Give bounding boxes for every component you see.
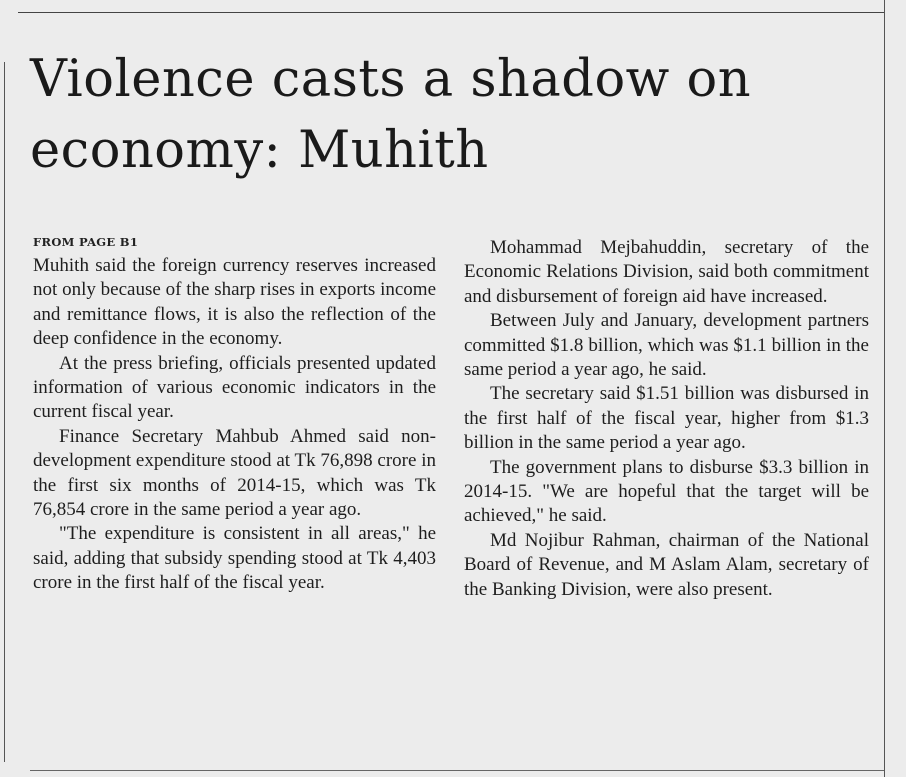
paragraph: Between July and January, development partners committed $1.8 billion, which was $1.1 billion in the same period a year ago, he said. (464, 310, 869, 381)
paragraph: Md Nojibur Rahman, chairman of the National Board of Revenue, and M Aslam Alam, secretary of the Banking Division, were also present. (464, 529, 869, 600)
paragraph: Mohammad Mejbahuddin, secretary of the Economic Relations Division, said both commitment and disbursement of foreign aid have increased. (464, 237, 869, 307)
left-column (33, 254, 436, 596)
paragraph: "The expenditure is consistent in all areas," he said, adding that subsidy spending stood at Tk 4,403 crore in the first half of the fiscal year. (33, 523, 436, 594)
continuation-kicker: FROM PAGE B1 (33, 235, 139, 249)
paragraph: The secretary said $1.51 billion was disbursed in the first half of the fiscal year, higher from $1.3 billion in the same period a year ago. (464, 383, 869, 454)
article-headline: Violence casts a shadow on economy: Muhith (30, 50, 752, 180)
paragraph: The government plans to disburse $3.3 billion in 2014-15. "We are hopeful that the target will be achieved," he said. (464, 456, 869, 527)
left-rule (4, 62, 5, 762)
paragraph: At the press briefing, officials presented updated information of various economic indicators in the current fiscal year. (33, 352, 436, 423)
paragraph: Finance Secretary Mahbub Ahmed said non-development expenditure stood at Tk 76,898 crore in the first six months of 2014-15, which was Tk 76,854 crore in the same period a year ago. (33, 425, 436, 521)
bottom-rule (30, 770, 884, 771)
right-column (464, 236, 869, 602)
paragraph: Muhith said the foreign currency reserves increased not only because of the sharp rises in exports income and remittance flows, it is also the reflection of the deep confidence in the economy. (33, 255, 436, 350)
right-rule (884, 0, 885, 777)
top-rule (18, 12, 884, 13)
